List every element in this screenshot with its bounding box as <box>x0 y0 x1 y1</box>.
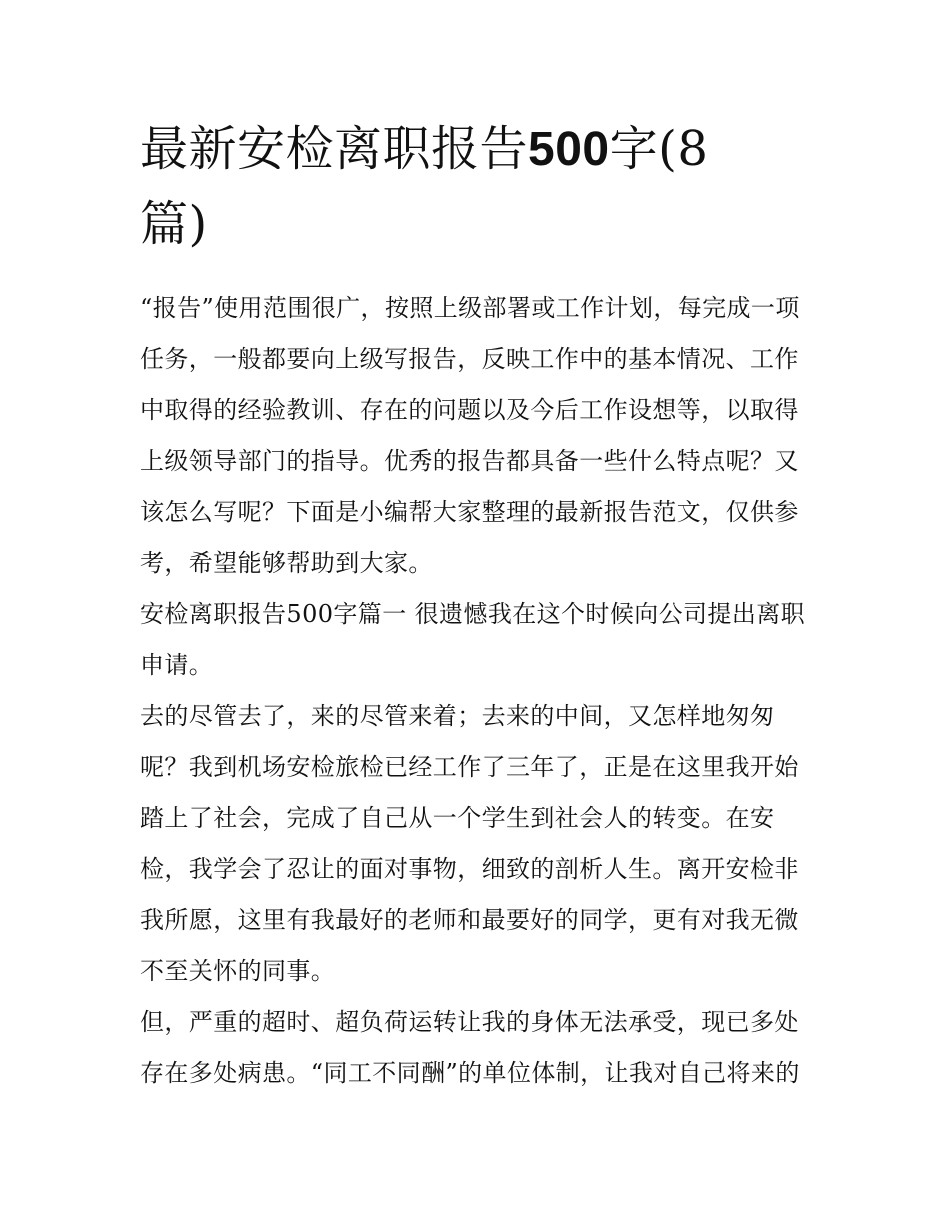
title-main: 最新安检离职报告 <box>140 121 529 177</box>
document-title <box>140 112 780 261</box>
document-page <box>140 112 820 1099</box>
paragraph-body: 去的尽管去了，来的尽管来着；去来的中间，又怎样地匆匆呢？我到机场安检旅检已经工作了三年了，正是在这里我开始踏上了社会，完成了自己从一个学生到社会人的转变。在安检，我学会了忍让的面对事物，细致的剖析人生。离开安检非我所愿，这里有我最好的老师和最要好的同学，更有对我无微不至关怀的同事。 <box>140 702 799 985</box>
title-rest: 字(8 <box>609 121 709 177</box>
paragraph-section-one: 安检离职报告500字篇一 很遗憾我在这个时候向公司提出离职申请。 <box>140 600 806 679</box>
title-line-2: 篇) <box>140 196 208 252</box>
paragraph-body-continued: 但，严重的超时、超负荷运转让我的身体无法承受，现已多处存在多处病患。“同工不同酬”的单位体制，让我对自己将来的 <box>140 1008 800 1087</box>
title-number: 500 <box>528 123 610 176</box>
paragraph-intro: “报告”使用范围很广，按照上级部署或工作计划，每完成一项任务，一般都要向上级写报告，反映工作中的基本情况、工作中取得的经验教训、存在的问题以及今后工作设想等，以取得上级领导部门的指导。优秀的报告都具备一些什么特点呢？又该怎么写呢？下面是小编帮大家整理的最新报告范文，仅供参考，希望能够帮助到大家。 <box>140 294 800 577</box>
